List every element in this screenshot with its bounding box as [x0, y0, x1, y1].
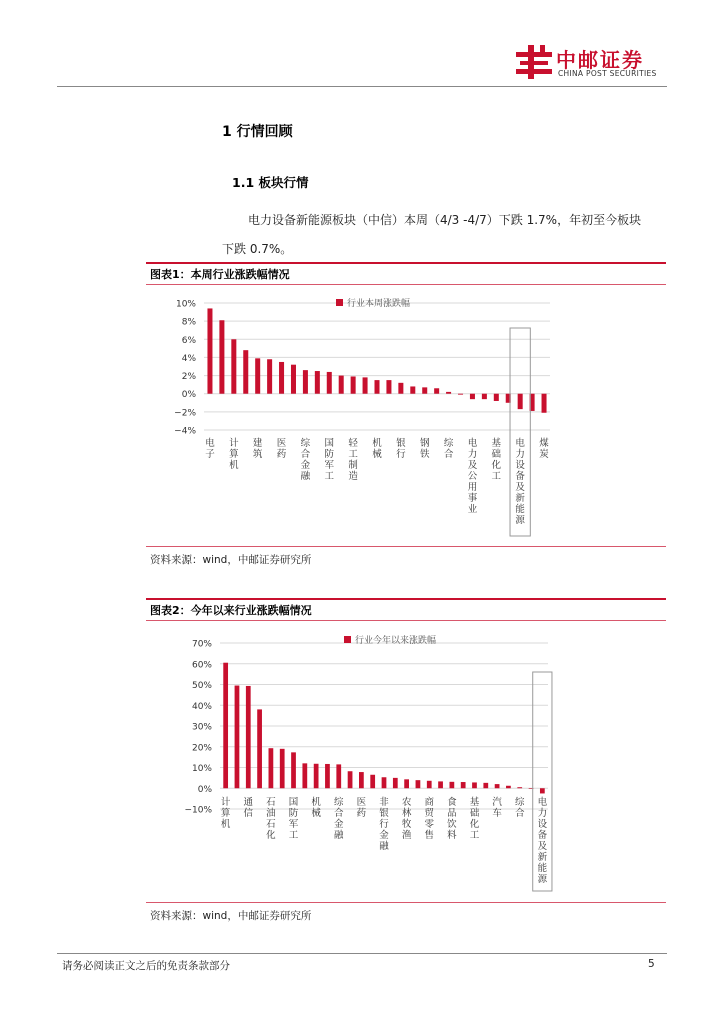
x-category-label: 电力设备及新能源 — [515, 438, 525, 526]
y-tick-label: 4% — [181, 353, 196, 364]
section-title: 1 行情回顾 — [222, 124, 293, 140]
x-category-label: 国防军工 — [324, 438, 335, 482]
x-category-label: 建筑 — [252, 438, 263, 460]
bar — [363, 377, 368, 393]
bar — [314, 764, 319, 788]
bar — [398, 383, 403, 394]
y-tick-label: 2% — [181, 372, 196, 383]
figure1-title: 图表1：本周行业涨跌幅情况 — [150, 268, 290, 281]
x-category-label: 通信 — [243, 797, 254, 819]
legend-swatch — [336, 299, 343, 306]
header-divider — [57, 86, 667, 87]
bar — [243, 350, 248, 394]
bar — [359, 772, 364, 788]
bar — [280, 749, 285, 788]
x-category-label: 机械 — [372, 438, 382, 460]
bar — [255, 358, 260, 393]
x-category-label: 国防军工 — [288, 797, 299, 841]
bar — [257, 709, 262, 788]
figure2-bar-chart — [146, 626, 666, 902]
figure2-bottom-rule — [146, 902, 666, 903]
bar — [482, 394, 487, 399]
x-category-label: 钢铁 — [419, 438, 430, 460]
bar — [446, 392, 451, 394]
y-tick-label: 60% — [191, 660, 212, 671]
x-category-label: 电子 — [205, 438, 215, 460]
legend-label: 行业今年以来涨跌幅 — [355, 636, 437, 646]
bar — [506, 786, 511, 788]
bar — [325, 764, 330, 788]
bar — [336, 764, 341, 788]
y-tick-label: 8% — [181, 317, 196, 328]
paragraph-line-1: 电力设备新能源板块（中信）本周（4/3 -4/7）下跌 1.7%，年初至今板块 — [248, 213, 642, 227]
bar — [382, 777, 387, 788]
bar — [246, 686, 251, 788]
bar — [540, 788, 545, 793]
bar — [458, 394, 463, 395]
bar — [223, 663, 228, 789]
y-tick-label: 20% — [191, 743, 212, 754]
bar — [495, 784, 500, 788]
x-category-label: 电力设备及新能源 — [537, 797, 548, 885]
bar — [315, 371, 320, 394]
y-tick-label: 0% — [181, 390, 196, 401]
y-tick-label: 6% — [181, 335, 196, 346]
y-tick-label: 50% — [191, 681, 212, 691]
paragraph-line-2: 下跌 0.7%。 — [222, 242, 293, 256]
x-category-label: 煤炭 — [539, 438, 549, 460]
x-category-label: 食品饮料 — [447, 797, 457, 841]
bar — [302, 763, 307, 788]
bar — [269, 748, 274, 788]
x-category-label: 银行 — [396, 438, 406, 460]
bar — [483, 783, 488, 788]
figure1-source: 资料来源：wind，中邮证券研究所 — [150, 554, 312, 566]
bar — [348, 771, 353, 788]
figure2-title: 图表2：今年以来行业涨跌幅情况 — [150, 604, 312, 617]
y-tick-label: −4% — [174, 426, 196, 437]
bar — [279, 362, 284, 394]
bar — [386, 380, 391, 394]
bar — [267, 359, 272, 393]
bar — [235, 686, 240, 789]
bar — [393, 778, 398, 788]
bar — [231, 339, 236, 393]
y-tick-label: −2% — [174, 408, 196, 419]
bar — [327, 372, 332, 394]
y-tick-label: 70% — [191, 639, 212, 650]
x-category-label: 农林牧渔 — [401, 797, 412, 841]
x-category-label: 非银行金融 — [379, 797, 389, 852]
bar — [422, 387, 427, 393]
bar — [404, 779, 409, 788]
y-tick-label: 0% — [197, 784, 212, 795]
x-category-label: 石油石化 — [266, 797, 276, 841]
footer-disclaimer: 请务必阅读正文之后的免责条款部分 — [62, 960, 230, 972]
footer-divider — [57, 953, 667, 954]
x-category-label: 基础化工 — [469, 797, 480, 841]
x-category-label: 轻工制造 — [348, 438, 358, 482]
bar — [427, 781, 432, 788]
subsection-title: 1.1 板块行情 — [232, 175, 309, 190]
x-category-label: 计算机 — [220, 797, 231, 830]
figure2-source: 资料来源：wind，中邮证券研究所 — [150, 910, 312, 922]
y-tick-label: −10% — [184, 805, 212, 816]
x-category-label: 机械 — [311, 797, 321, 819]
x-category-label: 计算机 — [229, 438, 239, 471]
x-category-label: 医药 — [276, 438, 287, 460]
figure2-title-rule — [146, 620, 666, 621]
figure1-top-rule — [146, 262, 666, 264]
bar — [461, 782, 466, 788]
x-category-label: 综合金融 — [334, 797, 344, 841]
bar — [303, 370, 308, 394]
bar — [434, 388, 439, 393]
x-category-label: 综合金融 — [300, 438, 311, 482]
china-post-emblem-icon — [514, 42, 554, 82]
bar — [494, 394, 499, 401]
y-tick-label: 40% — [191, 701, 212, 712]
bar — [339, 376, 344, 394]
bar — [219, 320, 224, 393]
bar — [518, 394, 523, 409]
figure1-bar-chart — [146, 290, 666, 548]
x-category-label: 商贸零售 — [424, 797, 434, 841]
bar — [207, 308, 212, 393]
bar — [416, 780, 421, 788]
x-category-label: 电力及公用事业 — [467, 438, 478, 515]
legend-label: 行业本周涨跌幅 — [347, 299, 411, 309]
bar — [291, 365, 296, 394]
bar — [517, 787, 522, 788]
legend-swatch — [344, 636, 351, 643]
bar — [542, 394, 547, 413]
figure2-top-rule — [146, 598, 666, 600]
x-category-label: 汽车 — [492, 797, 502, 819]
bar — [449, 782, 454, 788]
x-category-label: 综合 — [443, 438, 454, 460]
logo-text-en: CHINA POST SECURITIES — [558, 69, 657, 78]
logo-text-cn: 中邮证券 — [556, 48, 644, 72]
y-tick-label: 30% — [191, 722, 212, 733]
y-tick-label: 10% — [175, 299, 196, 310]
bar — [370, 775, 375, 788]
bar — [291, 752, 296, 788]
x-category-label: 基础化工 — [491, 438, 502, 482]
figure1-title-rule — [146, 284, 666, 285]
y-tick-label: 10% — [191, 764, 212, 774]
figure1-bottom-rule — [146, 546, 666, 547]
bar — [374, 380, 379, 394]
bar — [470, 394, 475, 399]
company-logo — [514, 42, 674, 82]
page-number: 5 — [648, 958, 655, 970]
x-category-label: 医药 — [356, 797, 367, 819]
bar — [351, 376, 356, 393]
bar — [472, 782, 477, 788]
bar — [410, 386, 415, 393]
bar — [438, 781, 443, 788]
x-category-label: 综合 — [514, 797, 525, 819]
